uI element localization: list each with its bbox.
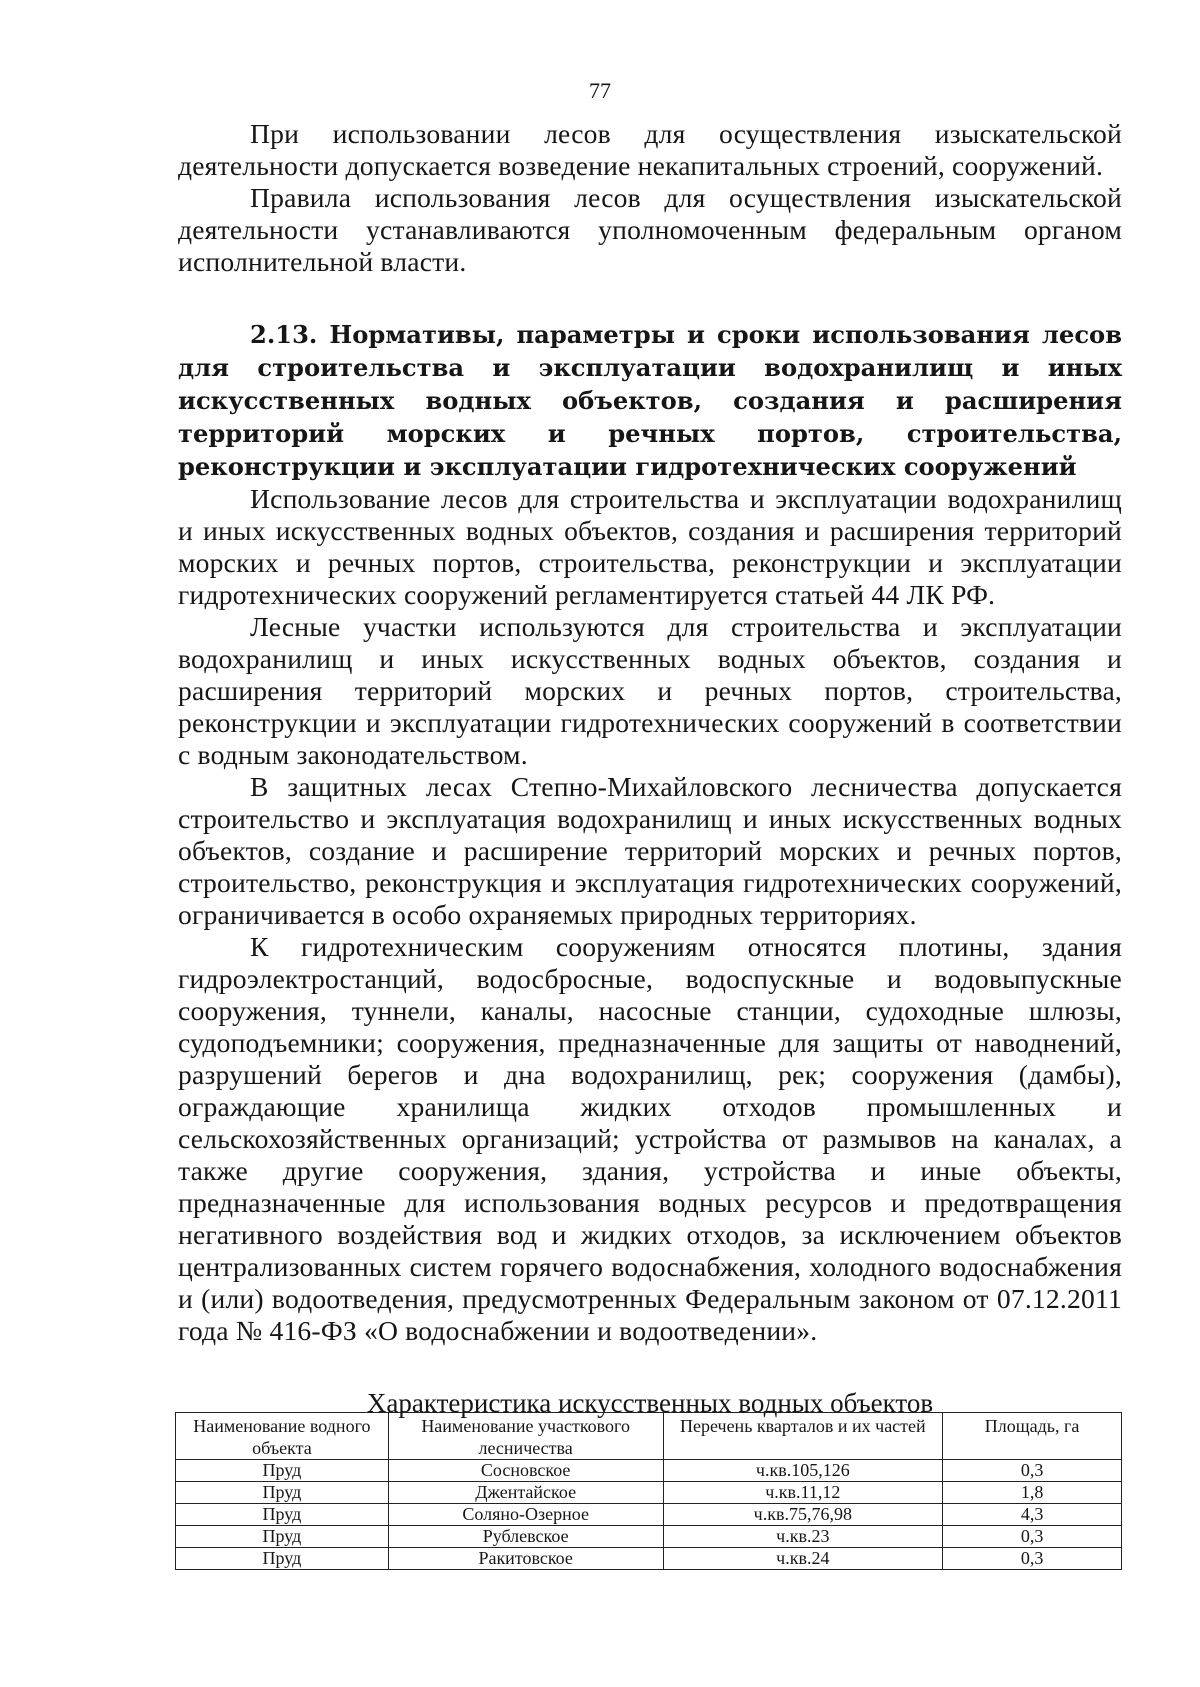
table-cell: Сосновское — [388, 1460, 663, 1482]
table-cell: ч.кв.24 — [663, 1548, 943, 1570]
table-cell: 1,8 — [943, 1482, 1122, 1504]
table-cell: 0,3 — [943, 1460, 1122, 1482]
table-cell: 0,3 — [943, 1548, 1122, 1570]
table-cell: 0,3 — [943, 1526, 1122, 1548]
table-cell: Пруд — [176, 1526, 389, 1548]
table-cell: 4,3 — [943, 1504, 1122, 1526]
section-spacer — [178, 278, 1122, 318]
page-number: 77 — [589, 78, 611, 103]
section-heading: 2.13. Нормативы, параметры и сроки использования лесов для строительства и эксплуатации водохранилищ и иных искусственных водных объектов, создания и расширения территорий морских и речных портов, строительства, реконструкции и эксплуатации гидротехнических сооружений — [178, 320, 1122, 481]
column-header: Площадь, га — [943, 1413, 1122, 1460]
column-header: Наименование участкового лесничества — [388, 1413, 663, 1460]
table-cell: ч.кв.105,126 — [663, 1460, 943, 1482]
table-cell: Пруд — [176, 1482, 389, 1504]
table-caption: Характеристика искусственных водных объектов — [366, 1388, 934, 1418]
column-header: Наименование водного объекта — [176, 1413, 389, 1460]
table-cell: Пруд — [176, 1548, 389, 1570]
table-cell: Пруд — [176, 1460, 389, 1482]
table-row — [176, 1460, 1122, 1482]
paragraph: К гидротехническим сооружениям относятся плотины, здания гидроэлектростанций, водосбросные, водоспускные и водовыпускные сооружения, туннели, каналы, насосные станции, судоходные шлюзы, судоподъемники; сооружения, предназначенные для защиты от наводнений, разрушений берегов и дна водохранилищ, рек; сооружения (дамбы), ограждающие хранилища жидких отходов промышленных и сельскохозяйственных организаций; устройства от размывов на каналах, а также другие сооружения, здания, устройства и иные объекты, предназначенные для использования водных ресурсов и предотвращения негативного воздействия вод и жидких отходов, за исключением объектов централизованных систем горячего водоснабжения, холодного водоснабжения и (или) водоотведения, предусмотренных Федеральным законом от 07.12.2011 года № 416-ФЗ «О водоснабжении и водоотведении». — [178, 931, 1122, 1346]
paragraph: При использовании лесов для осуществления изыскательской деятельности допускается возведение некапитальных строений, сооружений. — [178, 118, 1122, 181]
paragraph: Использование лесов для строительства и эксплуатации водохранилищ и иных искусственных водных объектов, создания и расширения территорий морских и речных портов, строительства, реконструкции и эксплуатации гидротехнических сооружений регламентируется статьей 44 ЛК РФ. — [178, 483, 1122, 610]
paragraph: Лесные участки используются для строительства и эксплуатации водохранилищ и иных искусственных водных объектов, создания и расширения территорий морских и речных портов, строительства, реконструкции и эксплуатации гидротехнических сооружений в соответствии с водным законодательством. — [178, 611, 1122, 770]
page-body — [178, 118, 1122, 1419]
table-cell: ч.кв.75,76,98 — [663, 1504, 943, 1526]
table-row — [176, 1526, 1122, 1548]
column-header: Перечень кварталов и их частей — [663, 1413, 943, 1460]
table-row — [176, 1482, 1122, 1504]
table-cell: Ракитовское — [388, 1548, 663, 1570]
table-header-row — [176, 1413, 1122, 1460]
table-cell: Пруд — [176, 1504, 389, 1526]
table-cell: ч.кв.23 — [663, 1526, 943, 1548]
table-row — [176, 1548, 1122, 1570]
paragraph: В защитных лесах Степно-Михайловского лесничества допускается строительство и эксплуатация водохранилищ и иных искусственных водных объектов, создание и расширение территорий морских и речных портов, строительство, реконструкция и эксплуатация гидротехнических сооружений, ограничивается в особо охраняемых природных территориях. — [178, 771, 1122, 930]
table-row — [176, 1504, 1122, 1526]
table-cell: Джентайское — [388, 1482, 663, 1504]
table-cell: Соляно-Озерное — [388, 1504, 663, 1526]
paragraph: Правила использования лесов для осуществления изыскательской деятельности устанавливаются уполномоченным федеральным органом исполнительной власти. — [178, 182, 1122, 277]
table-cell: ч.кв.11,12 — [663, 1482, 943, 1504]
table-cell: Рублевское — [388, 1526, 663, 1548]
water-objects-table — [175, 1412, 1122, 1570]
